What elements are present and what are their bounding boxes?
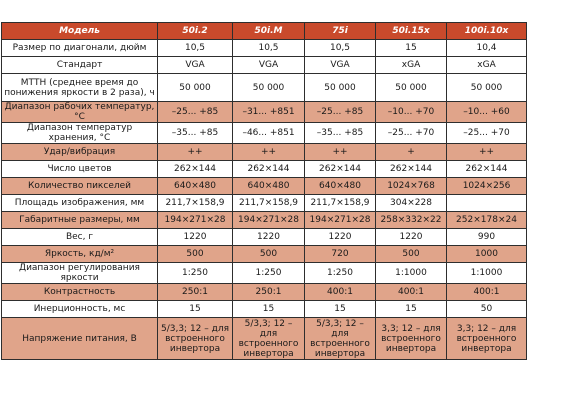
table-cell: + — [376, 144, 447, 161]
row-label: Напряжение питания, В — [2, 318, 158, 360]
table-row — [2, 178, 527, 195]
table-cell: 211,7×158,9 — [305, 195, 376, 212]
table-row — [2, 144, 527, 161]
table-cell: 3,3; 12 – для встроенного инвертора — [376, 318, 447, 360]
row-label: МТТН (среднее время до понижения яркости в 2 раза), ч — [2, 74, 158, 102]
spec-table-container — [1, 22, 527, 360]
row-label: Удар/вибрация — [2, 144, 158, 161]
table-cell: 250:1 — [158, 284, 233, 301]
table-cell: –25... +85 — [305, 102, 376, 123]
table-row — [2, 212, 527, 229]
table-cell: 262×144 — [158, 161, 233, 178]
table-cell: VGA — [158, 57, 233, 74]
table-row — [2, 284, 527, 301]
row-label: Число цветов — [2, 161, 158, 178]
table-cell: 10,4 — [447, 40, 527, 57]
table-cell: 1220 — [233, 229, 305, 246]
column-header: 50i.M — [233, 23, 305, 40]
row-label: Вес, г — [2, 229, 158, 246]
table-cell: 15 — [233, 301, 305, 318]
table-cell: 5/3,3; 12 – для встроенного инвертора — [158, 318, 233, 360]
table-cell: –10... +70 — [376, 102, 447, 123]
table-cell: 1024×256 — [447, 178, 527, 195]
table-cell: 15 — [158, 301, 233, 318]
table-cell: 50 000 — [305, 74, 376, 102]
table-cell: 15 — [305, 301, 376, 318]
table-row — [2, 40, 527, 57]
table-cell: 1220 — [158, 229, 233, 246]
table-cell: xGA — [447, 57, 527, 74]
table-cell: 50 000 — [376, 74, 447, 102]
table-cell: xGA — [376, 57, 447, 74]
table-row — [2, 195, 527, 212]
column-header: 75i — [305, 23, 376, 40]
table-cell: 211,7×158,9 — [158, 195, 233, 212]
table-cell: 10,5 — [305, 40, 376, 57]
table-cell: VGA — [233, 57, 305, 74]
table-row — [2, 161, 527, 178]
table-cell: 640×480 — [158, 178, 233, 195]
table-cell: 640×480 — [305, 178, 376, 195]
row-label: Площадь изображения, мм — [2, 195, 158, 212]
table-cell: 50 000 — [447, 74, 527, 102]
table-cell: 500 — [233, 246, 305, 263]
table-cell: –25... +70 — [447, 123, 527, 144]
table-cell: 990 — [447, 229, 527, 246]
table-cell: 50 000 — [158, 74, 233, 102]
table-cell: 1:1000 — [376, 263, 447, 284]
table-cell: 5/3,3; 12 – для встроенного инвертора — [233, 318, 305, 360]
table-cell: 5/3,3; 12 – для встроенного инвертора — [305, 318, 376, 360]
table-cell: –46... +851 — [233, 123, 305, 144]
table-cell: 400:1 — [376, 284, 447, 301]
table-cell: 258×332×22 — [376, 212, 447, 229]
table-cell: ++ — [158, 144, 233, 161]
table-cell: –31... +851 — [233, 102, 305, 123]
table-row — [2, 123, 527, 144]
table-cell: 15 — [376, 301, 447, 318]
row-label: Яркость, кд/м² — [2, 246, 158, 263]
table-cell: 1:250 — [233, 263, 305, 284]
table-cell: 211,7×158,9 — [233, 195, 305, 212]
table-cell: 1220 — [305, 229, 376, 246]
table-cell: 10,5 — [233, 40, 305, 57]
row-label: Размер по диагонали, дюйм — [2, 40, 158, 57]
column-header: 50i.2 — [158, 23, 233, 40]
table-cell: 1000 — [447, 246, 527, 263]
table-row — [2, 318, 527, 360]
table-cell: 500 — [376, 246, 447, 263]
table-row — [2, 74, 527, 102]
table-cell: 262×144 — [376, 161, 447, 178]
table-cell: 304×228 — [376, 195, 447, 212]
table-cell: 400:1 — [305, 284, 376, 301]
table-cell: 194×271×28 — [158, 212, 233, 229]
table-cell: 262×144 — [305, 161, 376, 178]
table-row — [2, 57, 527, 74]
table-cell: –35... +85 — [305, 123, 376, 144]
table-cell: ++ — [305, 144, 376, 161]
table-cell: ++ — [233, 144, 305, 161]
table-cell: 194×271×28 — [233, 212, 305, 229]
table-cell: 50 — [447, 301, 527, 318]
table-row — [2, 102, 527, 123]
table-cell: 252×178×24 — [447, 212, 527, 229]
table-row — [2, 263, 527, 284]
table-cell: 262×144 — [447, 161, 527, 178]
table-cell: 1:250 — [158, 263, 233, 284]
row-label: Диапазон рабочих температур, °C — [2, 102, 158, 123]
table-cell: 50 000 — [233, 74, 305, 102]
table-cell: 500 — [158, 246, 233, 263]
table-cell — [447, 195, 527, 212]
table-cell: 720 — [305, 246, 376, 263]
table-cell: VGA — [305, 57, 376, 74]
row-label: Количество пикселей — [2, 178, 158, 195]
table-cell: –10... +60 — [447, 102, 527, 123]
row-label: Габаритные размеры, мм — [2, 212, 158, 229]
table-cell: –25... +70 — [376, 123, 447, 144]
table-cell: 262×144 — [233, 161, 305, 178]
spec-table — [1, 22, 527, 360]
table-cell: –35... +85 — [158, 123, 233, 144]
table-header-row — [2, 23, 527, 40]
column-header: 50i.15x — [376, 23, 447, 40]
table-cell: 1220 — [376, 229, 447, 246]
table-cell: 1024×768 — [376, 178, 447, 195]
column-header: Модель — [2, 23, 158, 40]
table-cell: 15 — [376, 40, 447, 57]
table-cell: 640×480 — [233, 178, 305, 195]
table-cell: 1:1000 — [447, 263, 527, 284]
row-label: Диапазон температур хранения, °C — [2, 123, 158, 144]
table-cell: 1:250 — [305, 263, 376, 284]
table-row — [2, 229, 527, 246]
table-cell: 194×271×28 — [305, 212, 376, 229]
table-row — [2, 246, 527, 263]
table-cell: 400:1 — [447, 284, 527, 301]
table-cell: 3,3; 12 – для встроенного инвертора — [447, 318, 527, 360]
table-cell: 250:1 — [233, 284, 305, 301]
column-header: 100i.10x — [447, 23, 527, 40]
table-cell: ++ — [447, 144, 527, 161]
table-cell: –25... +85 — [158, 102, 233, 123]
table-row — [2, 301, 527, 318]
row-label: Диапазон регулирования яркости — [2, 263, 158, 284]
row-label: Стандарт — [2, 57, 158, 74]
table-cell: 10,5 — [158, 40, 233, 57]
row-label: Инерционность, мс — [2, 301, 158, 318]
row-label: Контрастность — [2, 284, 158, 301]
